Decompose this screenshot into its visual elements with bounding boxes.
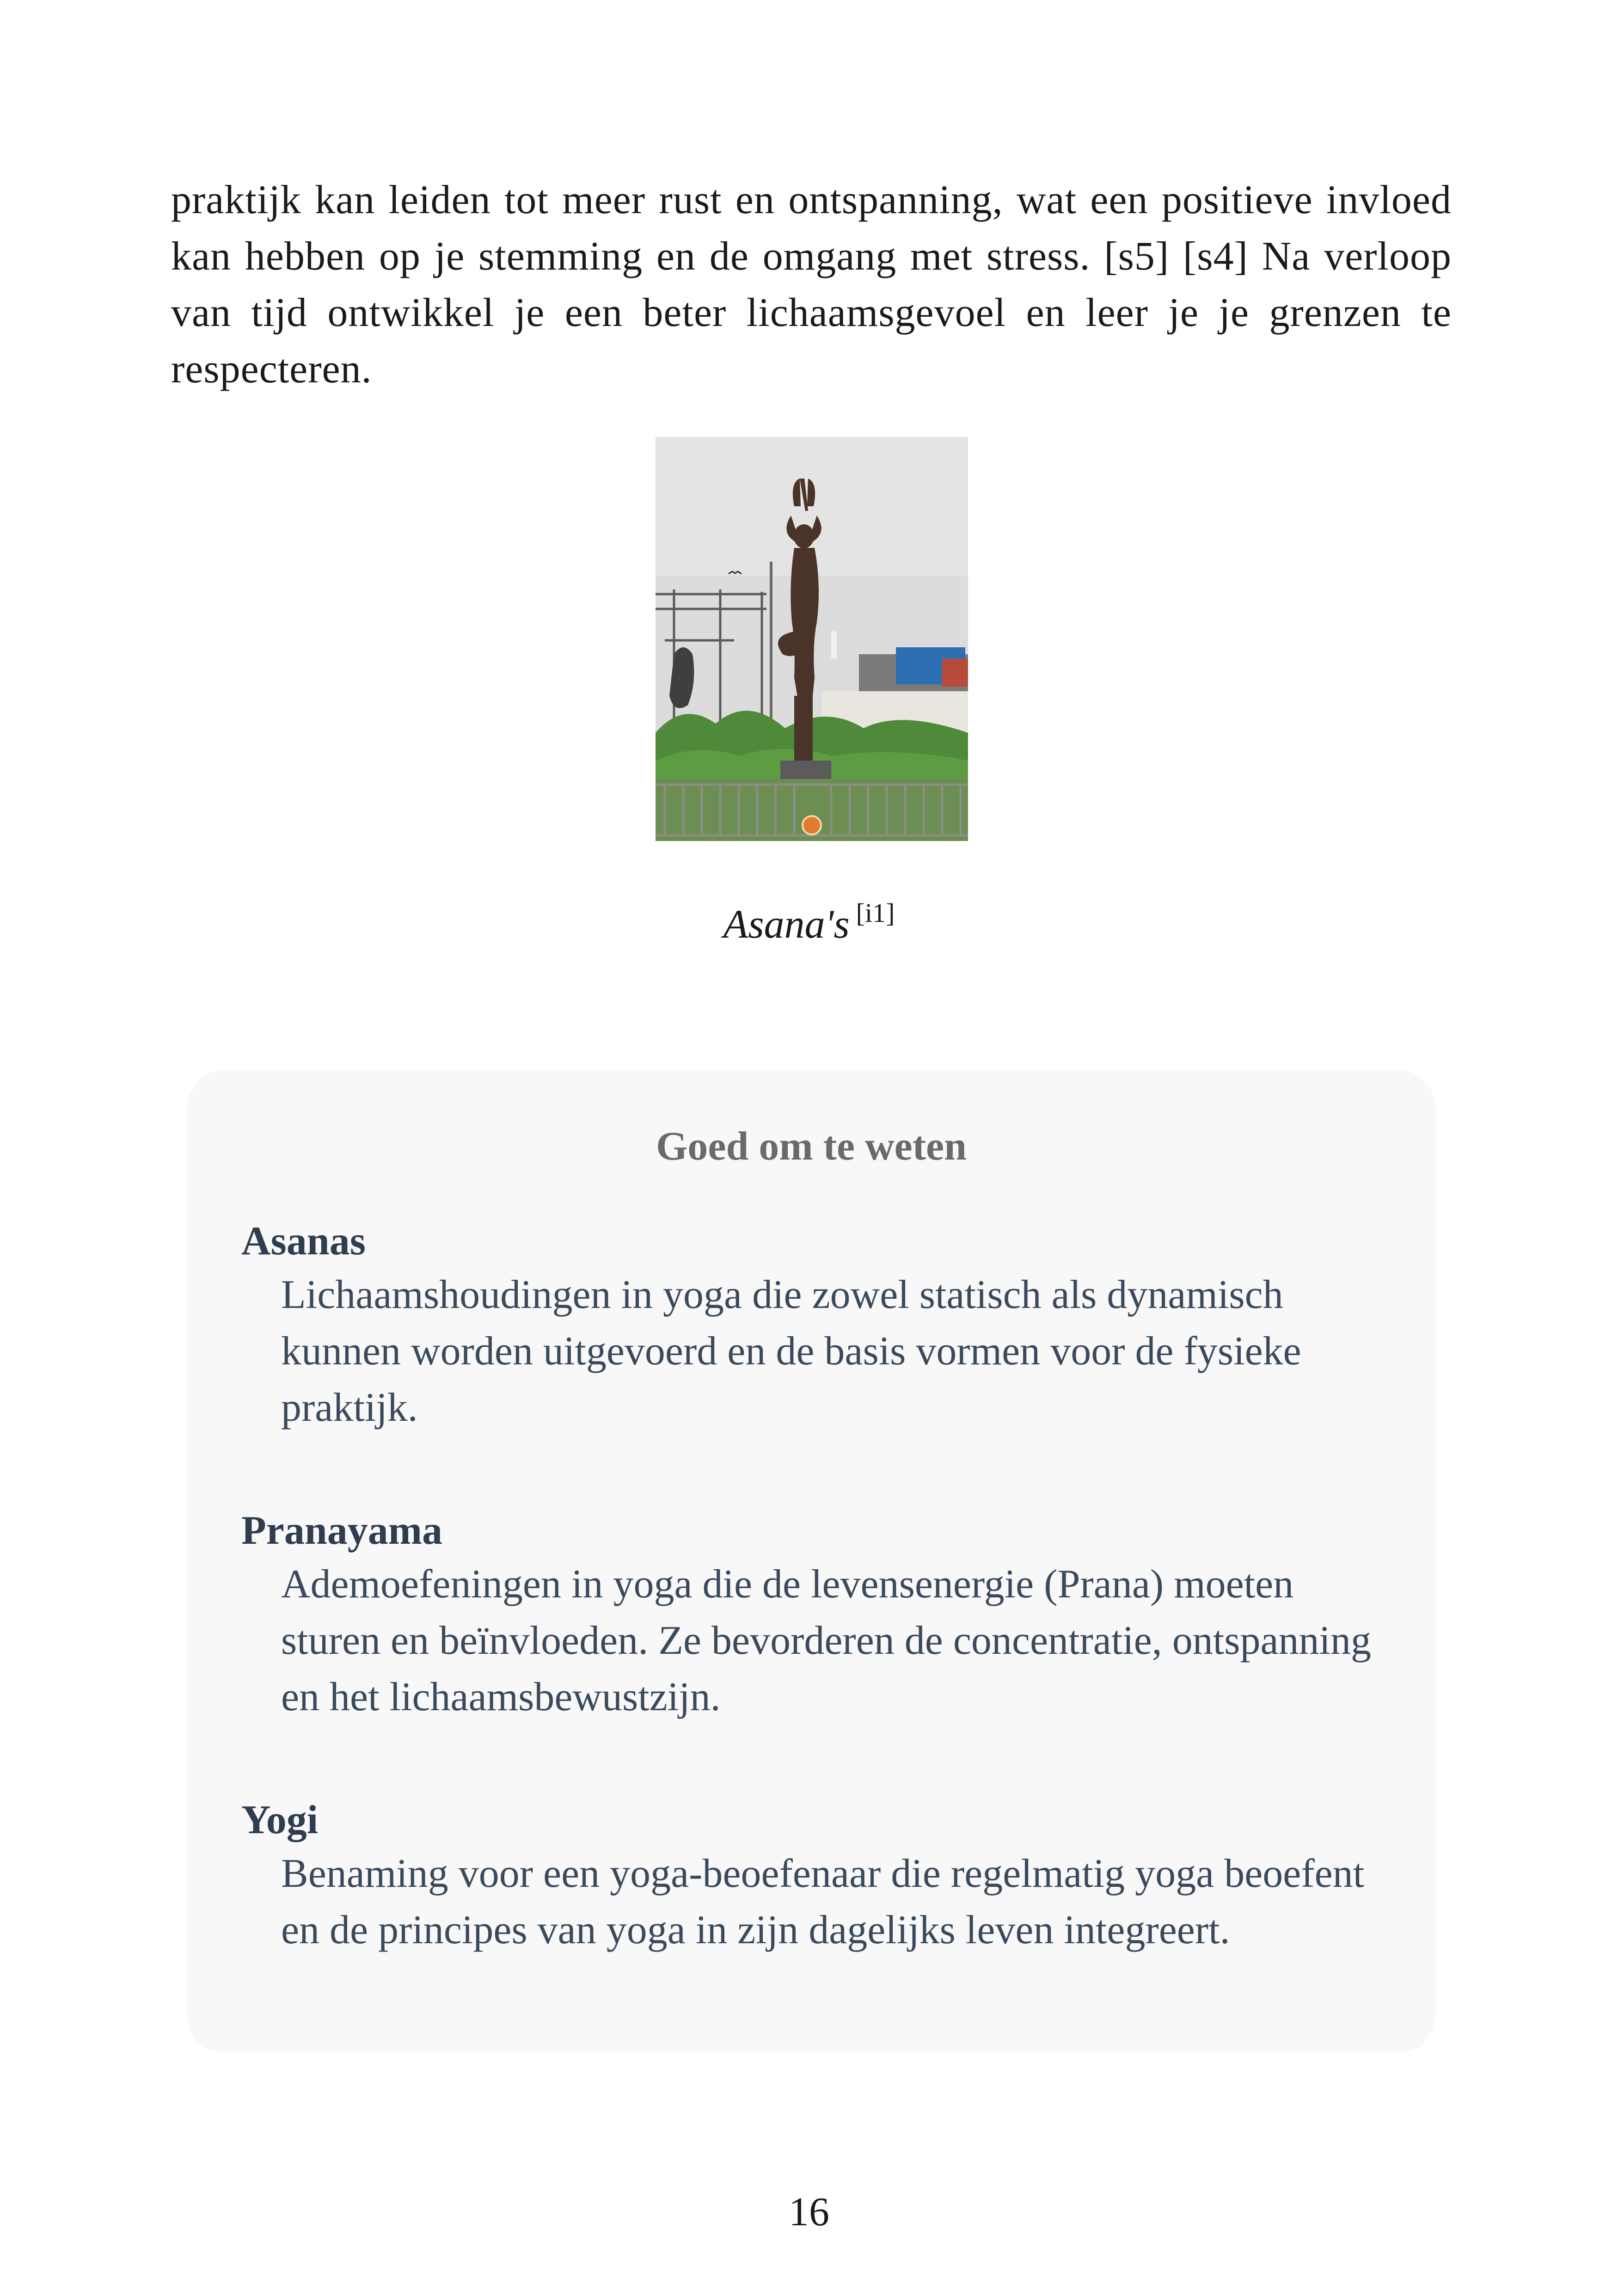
photo-illustration: [656, 437, 968, 841]
glossary-definition: Benaming voor een yoga-beoefenaar die regelmatig yoga beoefent en de principes van yoga in zijn dagelijks leven integreert.: [281, 1851, 1365, 1952]
red-sign: [942, 659, 968, 687]
page-number: 16: [789, 2190, 829, 2235]
emblem-icon: [803, 816, 821, 835]
glossary-list: [241, 1216, 1397, 2028]
glossary-term: Asanas: [241, 1219, 366, 1264]
caption-title: Asana's: [723, 902, 850, 947]
glossary-term: Pranayama: [241, 1508, 443, 1553]
pedestal: [780, 761, 831, 779]
glossary-term: Yogi: [241, 1798, 319, 1842]
figure-caption: [0, 888, 1618, 950]
info-box: [187, 1070, 1435, 2053]
body-paragraph: praktijk kan leiden tot meer rust en ontspanning, wat een positieve invloed kan hebben op je stemming en de omgang met stress. [s5] [s4] Na verloop van tijd ontwikkel je een beter lichaamsgevoel en leer je je grenzen te respecteren.: [171, 178, 1452, 392]
glossary-definition: Lichaamshoudingen in yoga die zowel statisch als dynamisch kunnen worden uitgevoerd en de basis vormen voor de fysieke praktijk.: [281, 1272, 1301, 1430]
glossary-definition: Ademoefeningen in yoga die de levensenergie (Prana) moeten sturen en beïnvloeden. Ze bevorderen de concentratie, ontspanning en het lichaamsbewustzijn.: [281, 1562, 1371, 1719]
chimney: [831, 631, 837, 659]
info-box-title: Goed om te weten: [656, 1124, 967, 1169]
caption-reference: [i1]: [856, 898, 895, 928]
yoga-statue-photo: [656, 437, 968, 841]
